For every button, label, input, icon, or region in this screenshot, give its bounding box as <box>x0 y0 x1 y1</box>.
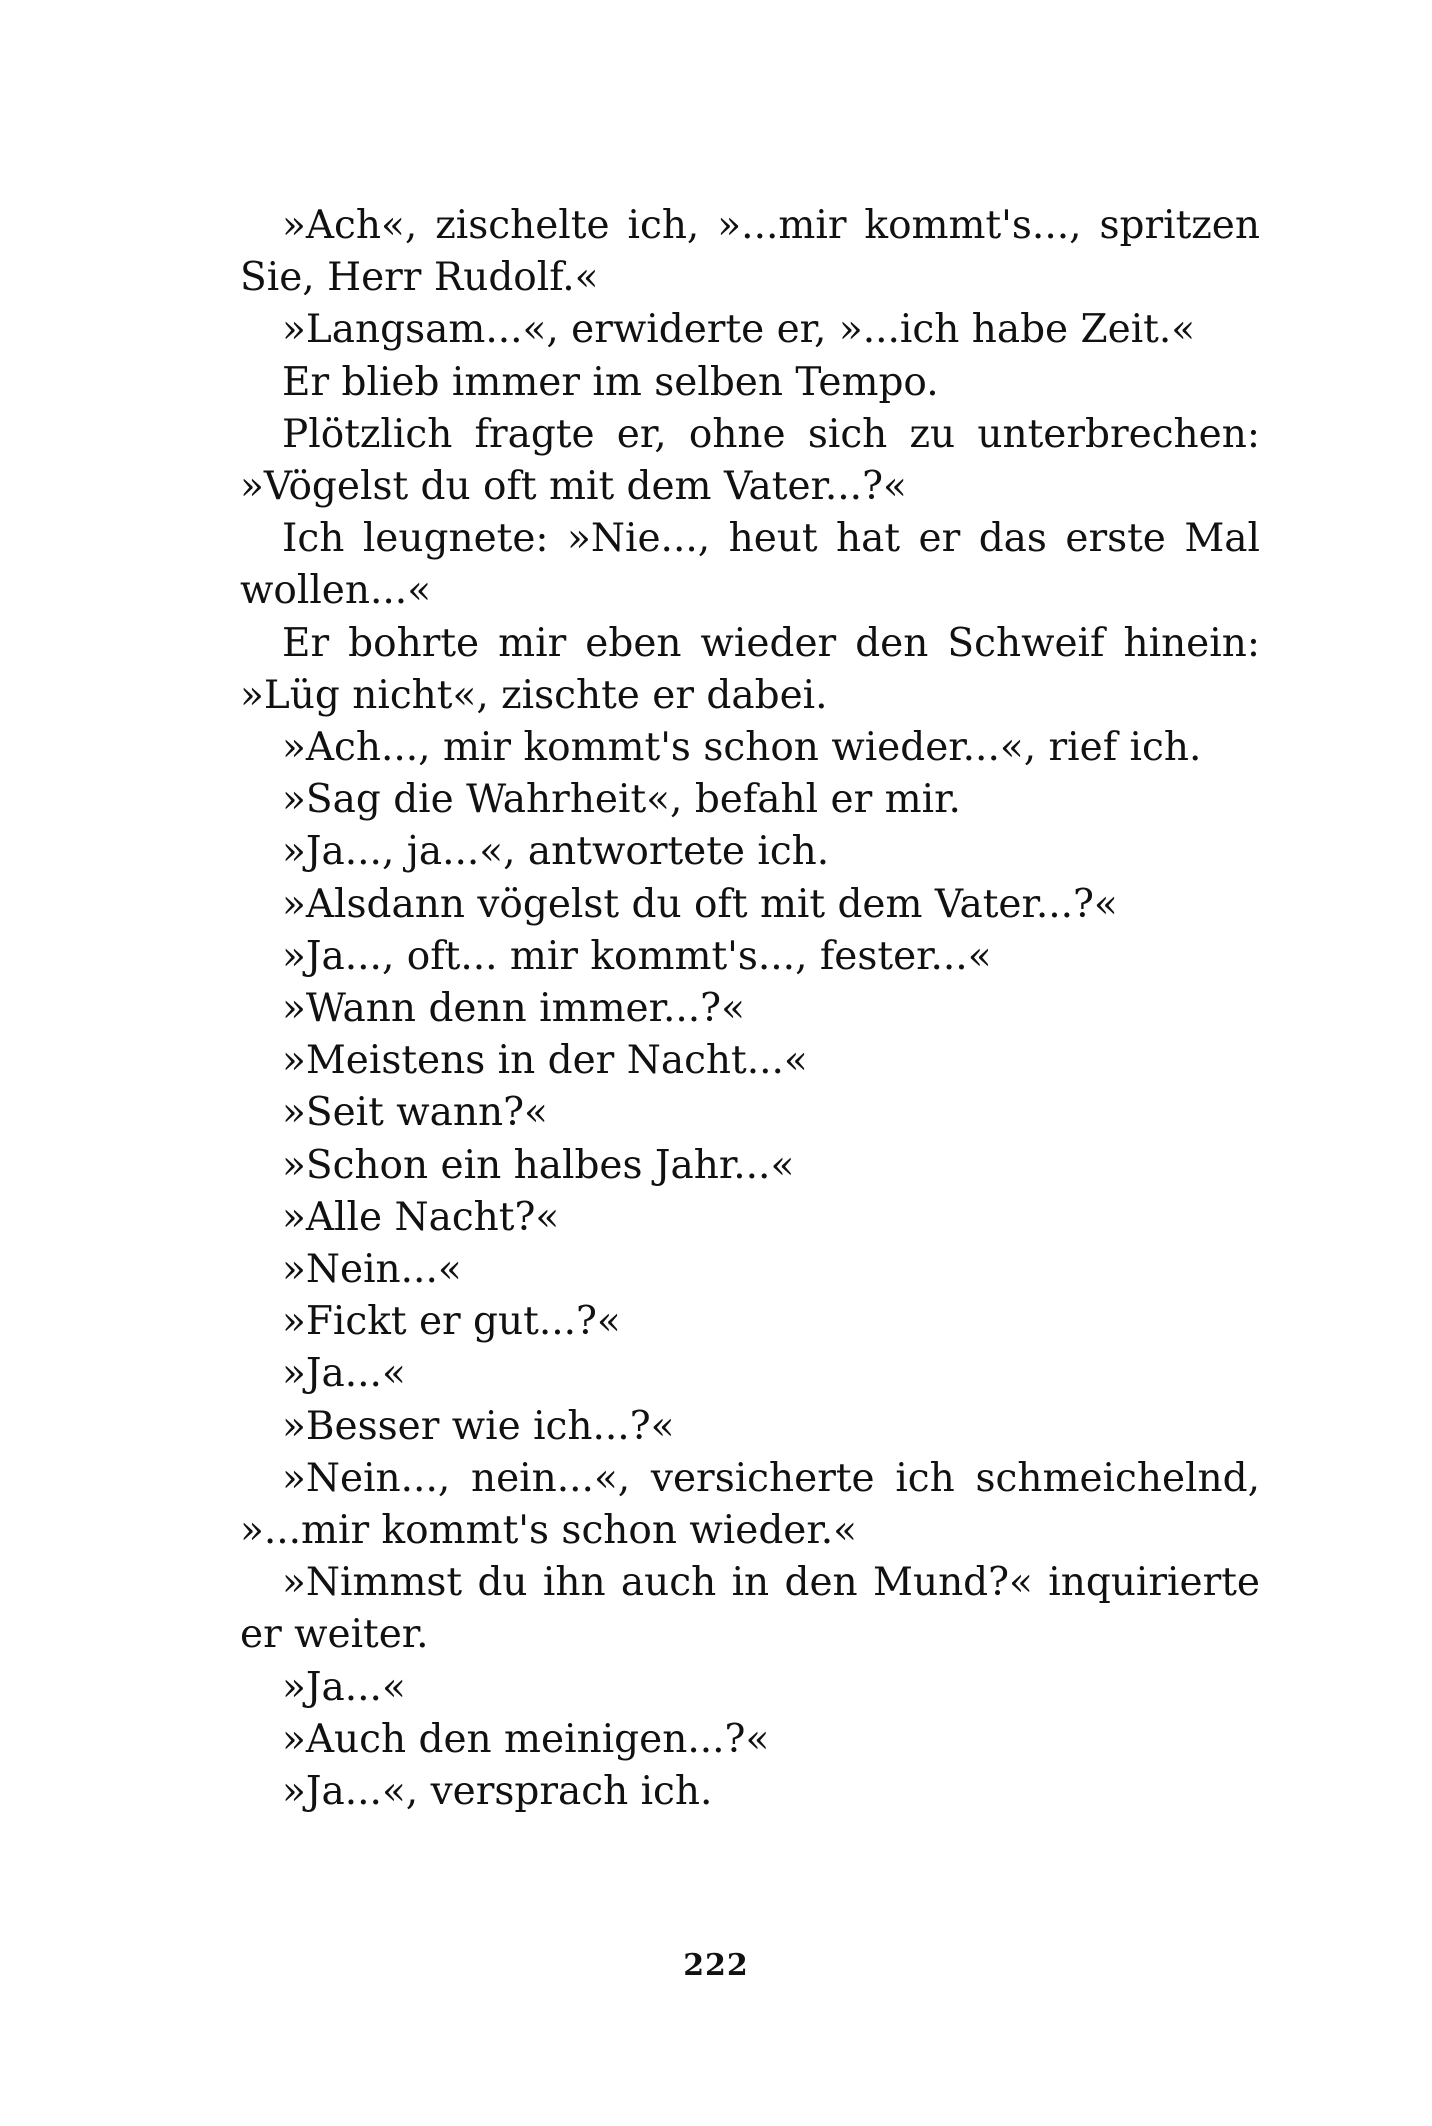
paragraph: »Alle Nacht?« <box>282 1194 560 1240</box>
paragraph: Ich leugnete: »Nie..., heut hat er das erste Mal wollen...« <box>240 516 1260 614</box>
paragraph: »Nimmst du ihn auch in den Mund?« inquirierte er weiter. <box>240 1560 1260 1658</box>
paragraph: »Nein..., nein...«, versicherte ich schmeichelnd, »...mir kommt's schon wieder.« <box>240 1455 1260 1554</box>
paragraph: »Auch den meinigen...?« <box>282 1716 770 1762</box>
paragraph: »Seit wann?« <box>282 1090 548 1136</box>
paragraph: »Ja..., oft... mir kommt's..., fester...« <box>282 933 992 979</box>
paragraph: »Besser wie ich...?« <box>282 1403 675 1449</box>
paragraph: »Wann denn immer...?« <box>282 986 745 1032</box>
paragraph: Er blieb immer im selben Tempo. <box>282 359 939 405</box>
paragraph: Er bohrte mir eben wieder den Schweif hinein: »Lüg nicht«, zischte er dabei. <box>240 620 1260 718</box>
paragraph: »Fickt er gut...?« <box>282 1299 621 1345</box>
paragraph: »Ja..., ja...«, antwortete ich. <box>282 829 830 875</box>
paragraph: »Alsdann vögelst du oft mit dem Vater...?« <box>282 881 1118 927</box>
body-text <box>240 200 1260 1818</box>
paragraph: »Ja...« <box>282 1351 406 1397</box>
paragraph: »Nein...« <box>282 1247 462 1293</box>
paragraph: »Schon ein halbes Jahr...« <box>282 1142 795 1188</box>
paragraph: »Meistens in der Nacht...« <box>282 1038 808 1084</box>
paragraph: »Ach..., mir kommt's schon wieder...«, rief ich. <box>282 725 1202 771</box>
paragraph: »Ach«, zischelte ich, »...mir kommt's..., spritzen Sie, Herr Rudolf.« <box>240 203 1260 301</box>
paragraph: »Langsam...«, erwiderte er, »...ich habe Zeit.« <box>282 307 1196 353</box>
page-number: 222 <box>683 1948 749 1983</box>
paragraph: »Ja...« <box>282 1664 406 1710</box>
paragraph: Plötzlich fragte er, ohne sich zu unterbrechen: »Vögelst du oft mit dem Vater...?« <box>240 411 1260 510</box>
paragraph: »Sag die Wahrheit«, befahl er mir. <box>282 777 961 823</box>
paragraph: »Ja...«, versprach ich. <box>282 1769 713 1815</box>
